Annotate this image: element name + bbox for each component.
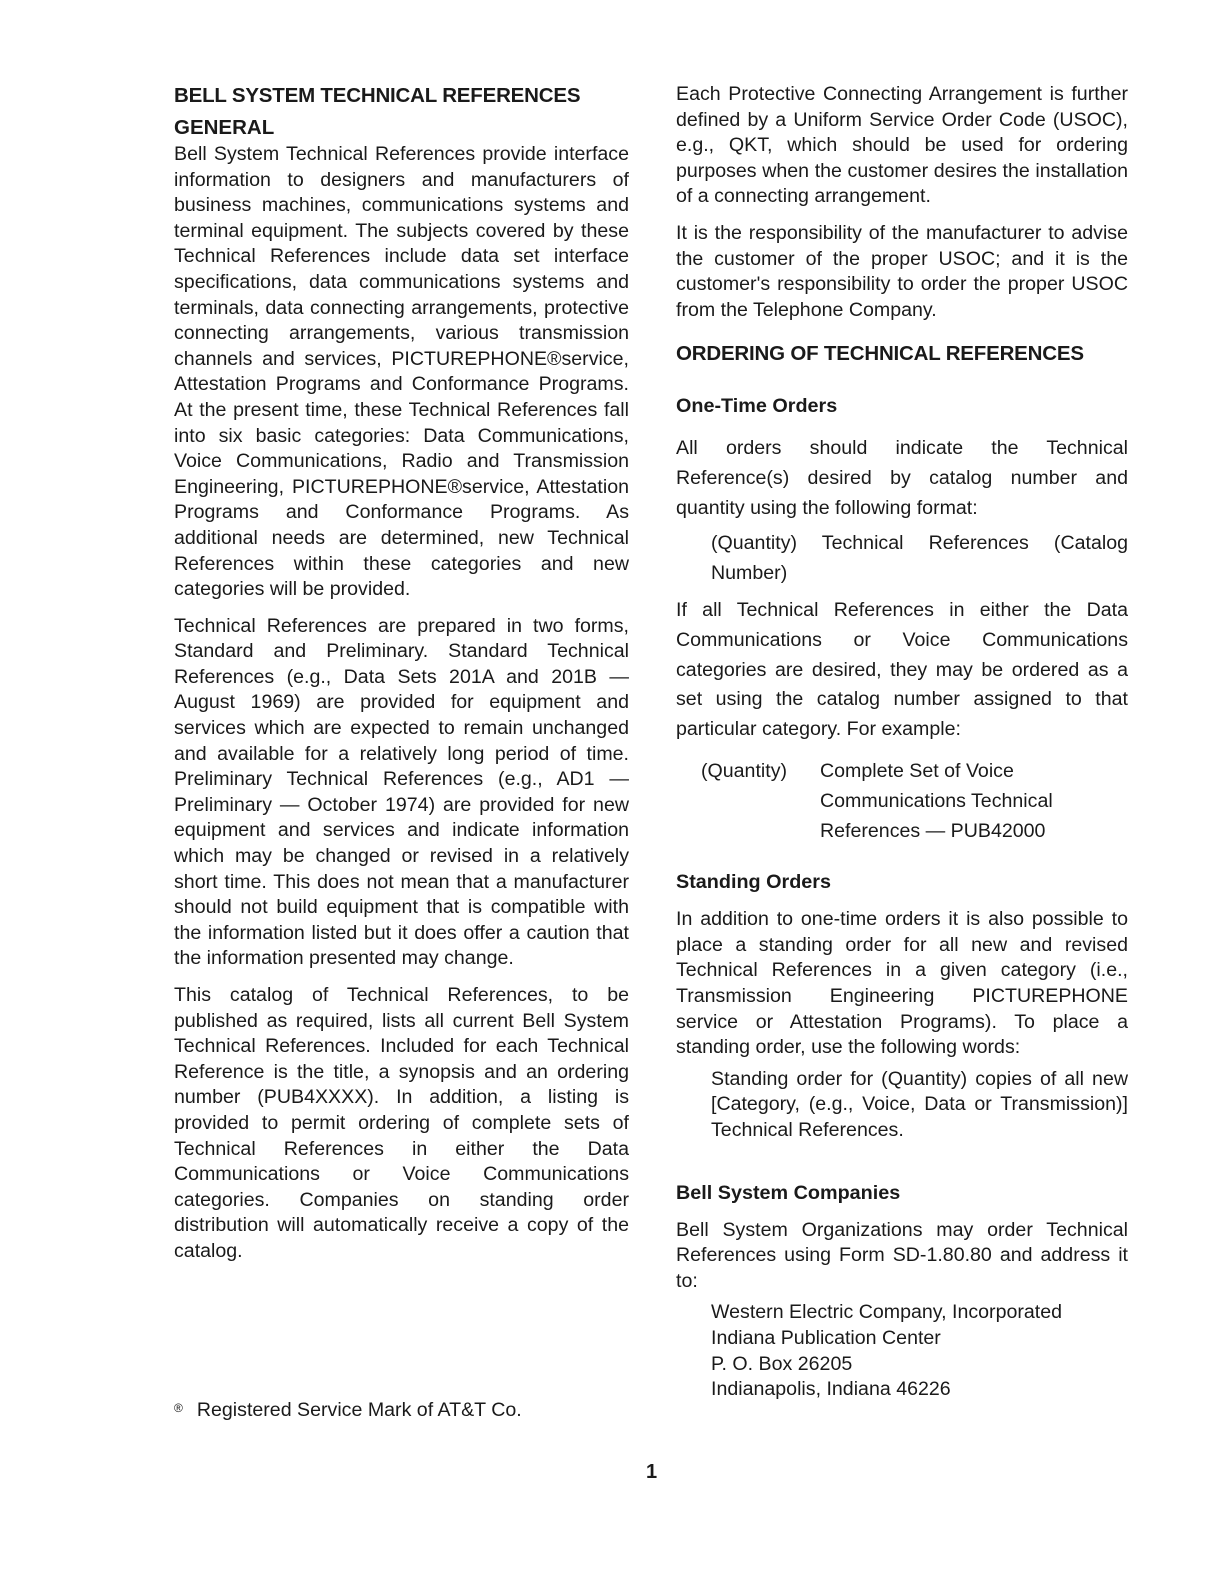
bell-system-companies-heading: Bell System Companies: [676, 1181, 901, 1204]
page-title: BELL SYSTEM TECHNICAL REFERENCES: [174, 84, 581, 107]
right-column: [676, 82, 1128, 1403]
general-heading: GENERAL: [174, 116, 275, 139]
standing-orders-heading: Standing Orders: [676, 871, 831, 894]
set-example-line: Complete Set of Voice: [820, 760, 1014, 783]
address-line: Indiana Publication Center: [711, 1327, 941, 1349]
address-line: Indianapolis, Indiana 46226: [711, 1378, 951, 1401]
left-column: [174, 82, 629, 1265]
set-example-lines: [820, 756, 1053, 846]
footnote-text: Registered Service Mark of AT&T Co.: [196, 1399, 522, 1421]
general-paragraph: Bell System Technical References provide interface information to designers and manufacturers of business machines, communications systems and terminal equipment. The subjects covered by these Technical References include data set interface specifications, data communications systems and terminals, data connecting arrangements, protective connecting arrangements, various transmission channels and services, PICTUREPHONE®service, Attestation Programs and Conformance Programs. At the present time, these Technical References fall into six basic categories: Data Communications, Voice Communications, Radio and Transmission Engineering, PICTUREPHONE®service, Attestation Programs and Conformance Programs. As additional needs are determined, new Technical References within these categories and new categories will be provided.: [174, 143, 629, 601]
usoc-paragraph: Each Protective Connecting Arrangement is further defined by a Uniform Service Order Code (USOC), e.g., QKT, which should be used for ordering purposes when the customer desires the installation of a connecting arrangement.: [676, 83, 1128, 208]
catalog-paragraph: This catalog of Technical References, to be published as required, lists all current Bell System Technical References. Included for each Technical Reference is the title, a synopsis and an ordering number (PUB4XXXX). In addition, a listing is provided to permit ordering of complete sets of Technical References in either the Data Communications or Voice Communications categories. Companies on standing order distribution will automatically receive a copy of the catalog.: [174, 984, 629, 1262]
set-example-line: Communications Technical: [820, 790, 1053, 813]
set-example-quantity: (Quantity): [701, 760, 788, 783]
footnote: [174, 1395, 522, 1423]
registered-mark: ®: [174, 1401, 183, 1415]
standing-orders-paragraph: In addition to one-time orders it is also possible to place a standing order for all new and revised Technical References in a given category (i.e., Transmission Engineering PICTUREPHONE service or Attestation Programs). To place a standing order, use the following words:: [676, 908, 1128, 1059]
one-time-orders-paragraph: All orders should indicate the Technical Reference(s) desired by catalog number and quantity using the following format:: [676, 437, 1128, 519]
address-line: P. O. Box 26205: [711, 1352, 853, 1375]
responsibility-paragraph: It is the responsibility of the manufacturer to advise the customer of the proper USOC; and it is the customer's responsibility to order the proper USOC from the Telephone Company.: [676, 221, 1128, 321]
set-example-line: References — PUB42000: [820, 820, 1046, 843]
bell-system-companies-paragraph: Bell System Organizations may order Technical References using Form SD-1.80.80 and address it to:: [676, 1218, 1128, 1292]
ordering-heading: ORDERING OF TECHNICAL REFERENCES: [676, 342, 1084, 366]
one-time-orders-heading: One-Time Orders: [676, 395, 838, 418]
forms-paragraph: Technical References are prepared in two forms, Standard and Preliminary. Standard Technical References (e.g., Data Sets 201A and 201B — August 1969) are provided for equipment and services which are expected to remain unchanged and available for a relatively long period of time. Preliminary Technical References (e.g., AD1 — Preliminary — October 1974) are provided for new equipment and services and indicate information which may be changed or revised in a relatively short time. This does not mean that a manufacturer should not build equipment that is compatible with the information listed but it does offer a caution that the information presented may change.: [174, 614, 629, 970]
mailing-address: [676, 1300, 1128, 1402]
page-number: 1: [646, 1461, 658, 1483]
address-line: Western Electric Company, Incorporated: [711, 1301, 1063, 1324]
complete-set-paragraph: If all Technical References in either the Data Communications or Voice Communications categories are desired, they may be ordered as a set using the catalog number assigned to that particular category. For example:: [676, 599, 1128, 740]
complete-set-example: [676, 756, 1128, 846]
one-time-order-format: (Quantity) Technical References (Catalog Number): [711, 532, 1128, 584]
standing-order-format: Standing order for (Quantity) copies of all new [Category, (e.g., Voice, Data or Transmission)] Technical References.: [711, 1067, 1128, 1142]
